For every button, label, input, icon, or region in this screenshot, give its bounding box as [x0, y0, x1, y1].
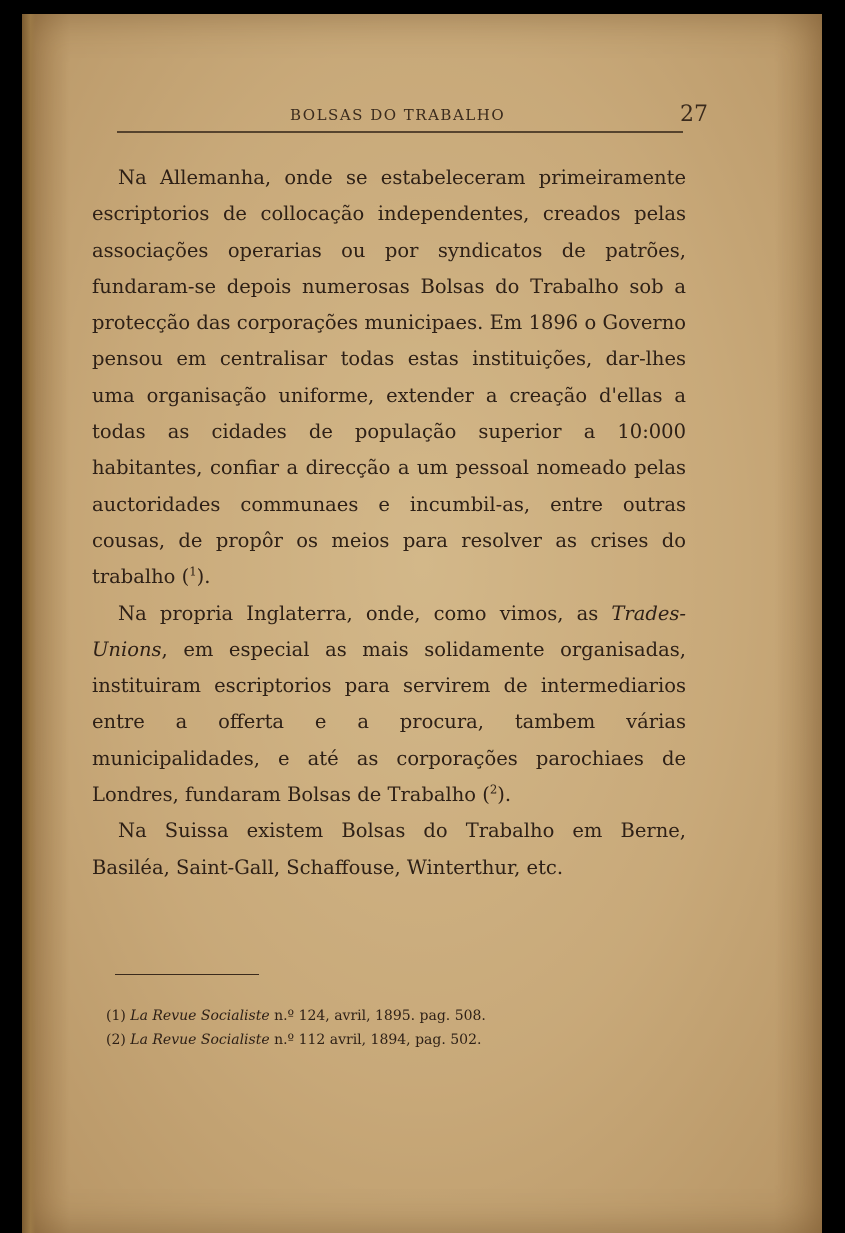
- page-binding-edge: [22, 14, 36, 1233]
- footnote-text: n.º 112 avril, 1894, pag. 502.: [269, 1032, 482, 1048]
- footnote-reference: 2: [489, 782, 498, 797]
- footnote-reference: 1: [189, 564, 197, 579]
- running-title: BOLSAS DO TRABALHO: [290, 106, 506, 124]
- footnote-mark: (1): [106, 1008, 126, 1024]
- header-rule: [117, 131, 683, 133]
- paragraph-text: , em especial as mais solidamente organisadas, instituiram escriptorios para servirem de intermediarios entre a offerta e a procura, tambem várias municipalidades, e até as corporações parochiaes de Londres, fundaram Bolsas de Trabalho (: [92, 637, 686, 807]
- footnote-rule: [115, 974, 259, 975]
- footnote-text: n.º 124, avril, 1895. pag. 508.: [269, 1008, 486, 1024]
- footnote: [106, 1004, 666, 1028]
- page-number: 27: [680, 102, 708, 127]
- footnote-title: La Revue Socialiste: [130, 1032, 270, 1048]
- paragraph-text: ).: [497, 783, 512, 807]
- footnotes: [106, 1004, 666, 1052]
- footnote: [106, 1028, 666, 1052]
- body-text: [92, 160, 686, 886]
- italic-term: Trades-Unions: [92, 601, 686, 661]
- footnote-mark: (2): [106, 1032, 126, 1048]
- paragraph-text: Na Suissa existem Bolsas do Trabalho em Berne, Basiléa, Saint-Gall, Schaffouse, Winterthur, etc.: [92, 819, 686, 879]
- paragraph-text: ).: [196, 565, 211, 589]
- footnote-title: La Revue Socialiste: [130, 1008, 270, 1024]
- paragraph: [92, 160, 686, 596]
- paragraph: [92, 813, 686, 886]
- paragraph-text: Na propria Inglaterra, onde, como vimos, as: [118, 601, 612, 625]
- paragraph: [92, 596, 686, 814]
- paragraph-text: Na Allemanha, onde se estabeleceram primeiramente escriptorios de collocação independentes, creados pelas associações operarias ou por syndicatos de patrões, fundaram-se depois numerosas Bolsas do Trabalho sob a protecção das corporações municipaes. Em 1896 o Governo pensou em centralisar todas estas instituições, dar-lhes uma organisação uniforme, extender a creação d'ellas a todas as cidades de população superior a 10:000 habitantes, confiar a direcção a um pessoal nomeado pelas auctoridades communaes e incumbil-as, entre outras cousas, de propôr os meios para resolver as crises do trabalho (: [92, 166, 686, 589]
